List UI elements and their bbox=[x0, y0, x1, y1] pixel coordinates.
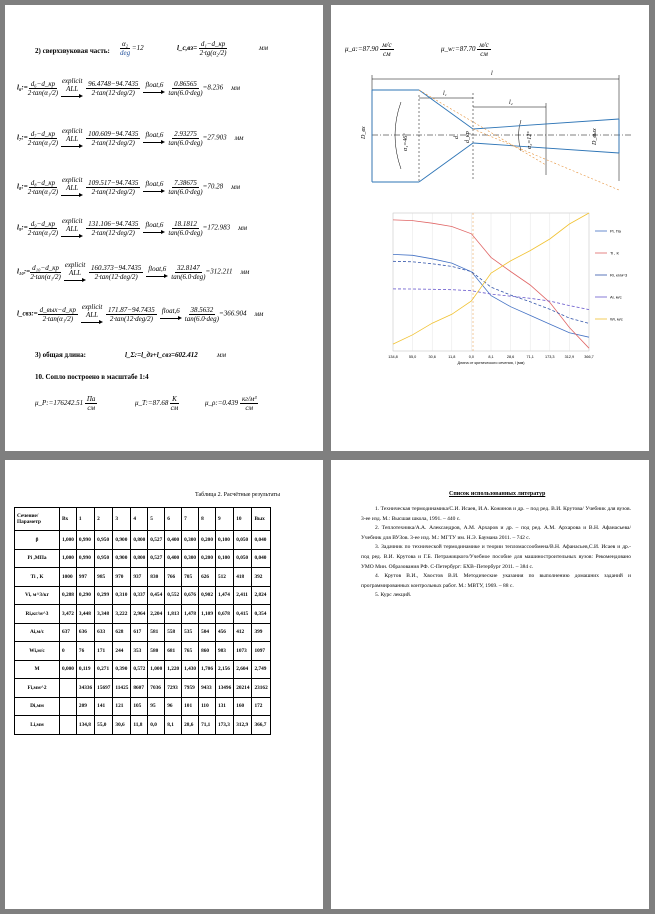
x-tick-label: 366,7 bbox=[584, 355, 594, 359]
table-cell: 0,0 bbox=[148, 716, 165, 735]
float-operator: float,6 bbox=[146, 265, 168, 279]
scale-factor: μ_w:=87.70 $\frac{м/с}{см}$ bbox=[441, 41, 489, 58]
formula-result-fraction: $\frac{0.86565}{\text{tan(6.0·deg)}}$ bbox=[168, 79, 203, 97]
table-header-cell: 3 bbox=[113, 508, 131, 531]
table-cell: 0,337 bbox=[131, 586, 148, 605]
formula-values: $\frac{100.609-94.7435}{\text{2·tan(12·deg/2)}}$ bbox=[88, 129, 139, 147]
float-operator: float,6 bbox=[160, 307, 182, 321]
svg-text:l: l bbox=[491, 71, 493, 77]
legend-entry: Ai, м/с bbox=[610, 294, 622, 300]
table-cell: 3,448 bbox=[76, 605, 94, 624]
svg-text:d_кр: d_кр bbox=[465, 131, 471, 143]
table-cell: 2,156 bbox=[215, 660, 233, 679]
table-cell: 830 bbox=[148, 568, 165, 587]
table-cell: 1,220 bbox=[165, 660, 182, 679]
table-cell: 1,706 bbox=[199, 660, 216, 679]
x-tick-label: 8,1 bbox=[488, 355, 494, 359]
table-cell: 1,000 bbox=[60, 531, 77, 550]
page-1 bbox=[5, 5, 323, 451]
legend-entry: Ti , К bbox=[610, 250, 619, 256]
table-cell: 0,050 bbox=[234, 531, 252, 550]
table-cell: 8,1 bbox=[165, 716, 182, 735]
table-cell: 0,990 bbox=[76, 531, 94, 550]
formula-row bbox=[17, 77, 240, 99]
table-cell: 580 bbox=[148, 642, 165, 661]
table-cell: 0,290 bbox=[76, 586, 94, 605]
table-cell: 1,430 bbox=[182, 660, 199, 679]
table-cell: 0,040 bbox=[252, 531, 270, 550]
table-cell: 0,310 bbox=[113, 586, 131, 605]
table-cell: 2,411 bbox=[234, 586, 252, 605]
row-label-cell: Wi,м/с bbox=[15, 642, 60, 661]
formula-fraction: $\frac{\text{d₆−d\_кр}}{\text{2·tan(α₁/2)}}$ bbox=[27, 79, 59, 97]
table-cell: 1,000 bbox=[148, 660, 165, 679]
table-cell: 160 bbox=[234, 697, 252, 716]
table-cell: 0,800 bbox=[131, 549, 148, 568]
formula-lhs: l₁₀:= bbox=[17, 267, 31, 276]
x-tick-label: 0,0 bbox=[468, 355, 475, 359]
formula-unit: мм bbox=[238, 223, 248, 232]
table-cell: 23162 bbox=[252, 679, 270, 698]
table-header-cell: Сечение/ Параметр bbox=[15, 508, 60, 531]
formula-unit: мм bbox=[231, 83, 241, 92]
formula-result: =8.236 bbox=[202, 83, 224, 92]
formula-result-fraction: $\frac{18.1812}{\text{tan(6.0·deg)}}$ bbox=[168, 219, 203, 237]
explicit-operator: explicit ALL bbox=[61, 217, 83, 239]
table-cell: 0,050 bbox=[234, 549, 252, 568]
table-cell: 353 bbox=[131, 642, 148, 661]
explicit-operator: explicit ALL bbox=[64, 261, 86, 283]
table-cell: 985 bbox=[95, 568, 113, 587]
table-row bbox=[15, 586, 271, 605]
table-cell: 0,000 bbox=[60, 660, 77, 679]
table-cell: 0,299 bbox=[95, 586, 113, 605]
table-cell: 399 bbox=[252, 623, 270, 642]
reference-item: 1. Техническая термодинамика/С.И. Исаев, И.А. Кожинов и др. – под ред. В.И. Крутова/ Учебник для вузов. 3-ее изд. М.: Высшая школа, 1991. – 440 с. bbox=[361, 506, 631, 522]
x-tick-label: 28,6 bbox=[506, 355, 515, 359]
table-cell: 0,400 bbox=[165, 549, 182, 568]
x-tick-label: 312,9 bbox=[564, 355, 575, 359]
table-cell: 0,950 bbox=[95, 531, 113, 550]
explicit-operator: explicit ALL bbox=[61, 77, 83, 99]
table-row bbox=[15, 568, 271, 587]
formula-lhs: l₈:= bbox=[17, 182, 28, 191]
table-cell: 766 bbox=[165, 568, 182, 587]
svg-text:D_вых: D_вых bbox=[592, 128, 598, 145]
references-title: Список использованных литератур bbox=[449, 491, 546, 497]
table-row bbox=[15, 531, 271, 550]
table-cell: 504 bbox=[199, 623, 216, 642]
table-cell: 105 bbox=[131, 697, 148, 716]
formula-result-fraction: $\frac{32.8147}{\text{tan(6.0·deg)}}$ bbox=[171, 263, 206, 281]
table-cell: 0,950 bbox=[95, 549, 113, 568]
table-cell: 860 bbox=[199, 642, 216, 661]
table-cell: 209 bbox=[76, 697, 94, 716]
formula-values: $\frac{109.517-94.7435}{\text{2·tan(12·deg/2)}}$ bbox=[88, 178, 139, 196]
page-3 bbox=[5, 460, 323, 909]
table-cell: 2,604 bbox=[234, 660, 252, 679]
scale-factor: μ_P:=176242.51 $\frac{Па}{см}$ bbox=[35, 395, 96, 412]
table-cell: 0,288 bbox=[60, 586, 77, 605]
row-label-cell: Pi ,МПа bbox=[15, 549, 60, 568]
table-cell: 0,527 bbox=[148, 531, 165, 550]
x-axis-label: Длина от критического сечения, l (мм) bbox=[457, 361, 525, 365]
table-cell: 1097 bbox=[252, 642, 270, 661]
reference-item: 3. Задачник по технической термодинамике и теории тепломассообмена/В.Н. Афанасьев,С.И. Исаев и др.- под ред. В.И. Крутова и Г.Б. Петражицкого/Учебное пособие для машиностроительных вузов: Рекомендовано УМО Мин. Образования РФ. С-Петербург: БХВ–Петербург 2011. – 384 с. bbox=[361, 544, 631, 570]
table-header-cell: 6 bbox=[165, 508, 182, 531]
table-cell: 0,300 bbox=[182, 531, 199, 550]
table-cell: 28,6 bbox=[182, 716, 199, 735]
explicit-operator: explicit ALL bbox=[61, 176, 83, 198]
table-cell: 8607 bbox=[131, 679, 148, 698]
table-cell: 512 bbox=[215, 568, 233, 587]
x-tick-label: 173,3 bbox=[545, 355, 555, 359]
table-cell: 0,100 bbox=[215, 531, 233, 550]
formula-result-fraction: $\frac{38.5632}{\text{tan(6.0·deg)}}$ bbox=[184, 305, 219, 323]
formula-values: $\frac{131.106-94.7435}{\text{2·tan(12·deg/2)}}$ bbox=[88, 219, 139, 237]
table-cell: 0 bbox=[60, 642, 77, 661]
formula-unit: мм bbox=[240, 267, 250, 276]
alpha-fraction: $\frac{\text{α₂}}{\text{deg}}$ =12 bbox=[120, 40, 144, 57]
table-cell: 7036 bbox=[148, 679, 165, 698]
table-header-cell: 9 bbox=[215, 508, 233, 531]
reference-item: 4. Крутов В.И., Хвостов В.И. Методические указания по выполнению домашних заданий и программированных контрольных работ. М.: МВТУ, 1969. – 88 с. bbox=[361, 573, 631, 589]
legend-entry: Pi, Па bbox=[610, 228, 621, 234]
table-cell: 1000 bbox=[60, 568, 77, 587]
table-cell bbox=[60, 679, 77, 698]
row-label-cell: M bbox=[15, 660, 60, 679]
table-cell: 535 bbox=[182, 623, 199, 642]
table-cell: 0,572 bbox=[131, 660, 148, 679]
table-cell: 30,6 bbox=[113, 716, 131, 735]
table-row bbox=[15, 679, 271, 698]
table-cell: 0,354 bbox=[252, 605, 270, 624]
table-cell: 705 bbox=[182, 568, 199, 587]
table-cell: 96 bbox=[165, 697, 182, 716]
table-cell: 2,204 bbox=[148, 605, 165, 624]
table-cell: 3,472 bbox=[60, 605, 77, 624]
table-cell: 0,390 bbox=[113, 660, 131, 679]
table-cell: 131 bbox=[215, 697, 233, 716]
table-cell: 1,478 bbox=[182, 605, 199, 624]
table-cell: 0,271 bbox=[95, 660, 113, 679]
table-cell: 0,400 bbox=[165, 531, 182, 550]
table-cell: 1,474 bbox=[215, 586, 233, 605]
results-table bbox=[14, 507, 271, 735]
parameters-chart bbox=[331, 201, 649, 365]
table-cell: 173,3 bbox=[215, 716, 233, 735]
table-cell: 0,902 bbox=[199, 586, 216, 605]
formula-lhs: l₇:= bbox=[17, 133, 28, 142]
formula-row bbox=[17, 176, 240, 198]
table-cell: 101 bbox=[182, 697, 199, 716]
row-label-cell: Fi,мм^2 bbox=[15, 679, 60, 698]
table-cell: 2,749 bbox=[252, 660, 270, 679]
formula-result: =27.903 bbox=[202, 133, 227, 142]
formula-lhs: l₉:= bbox=[17, 223, 28, 232]
explicit-operator: explicit ALL bbox=[81, 303, 103, 325]
table-cell: 1,813 bbox=[165, 605, 182, 624]
table-cell: 3,348 bbox=[95, 605, 113, 624]
table-cell: 0,900 bbox=[113, 549, 131, 568]
table-header-cell: 10 bbox=[234, 508, 252, 531]
table-cell: 121 bbox=[113, 697, 131, 716]
row-label-cell: Ti , К bbox=[15, 568, 60, 587]
row-label-cell: Ai,м/с bbox=[15, 623, 60, 642]
table-cell: 71,1 bbox=[199, 716, 216, 735]
table-cell: 997 bbox=[76, 568, 94, 587]
nozzle-drawing bbox=[331, 65, 649, 195]
formula-values: $\frac{96.4748-94.7435}{\text{2·tan(12·deg/2)}}$ bbox=[88, 79, 139, 97]
table-cell: 3,222 bbox=[113, 605, 131, 624]
table-row bbox=[15, 549, 271, 568]
svg-text:d: d bbox=[454, 136, 460, 139]
table-cell: 171 bbox=[95, 642, 113, 661]
svg-text:l₂: l₂ bbox=[509, 100, 513, 106]
formula-result-fraction: $\frac{2.93275}{\text{tan(6.0·deg)}}$ bbox=[168, 129, 203, 147]
table-row bbox=[15, 642, 271, 661]
table-cell: 626 bbox=[199, 568, 216, 587]
x-tick-label: 30,6 bbox=[428, 355, 436, 359]
formula-fraction: $\frac{\text{d₉−d\_кр}}{\text{2·tan(α₁/2)}}$ bbox=[27, 219, 59, 237]
formula-lhs: l₆:= bbox=[17, 83, 28, 92]
table-cell: 0,100 bbox=[215, 549, 233, 568]
table-cell: 0,676 bbox=[182, 586, 199, 605]
formula-lhs: l_свз:= bbox=[17, 309, 38, 318]
table-row bbox=[15, 697, 271, 716]
legend-entry: Wi, м/с bbox=[610, 316, 623, 322]
table-cell: 0,552 bbox=[165, 586, 182, 605]
table-cell: 418 bbox=[234, 568, 252, 587]
formula-row bbox=[17, 303, 263, 325]
row-label-cell: Vi, м^3/кг bbox=[15, 586, 60, 605]
total-length-expr: l_Σ:=l_дз+l_свз=602.412 bbox=[125, 351, 198, 359]
row-label-cell: Li,мм bbox=[15, 716, 60, 735]
table-cell: 1,109 bbox=[199, 605, 216, 624]
table-cell: 95 bbox=[148, 697, 165, 716]
formula-result: =172.983 bbox=[202, 223, 231, 232]
formula-unit: мм bbox=[254, 309, 264, 318]
table-cell: 0,990 bbox=[76, 549, 94, 568]
table-cell: 0,119 bbox=[76, 660, 94, 679]
table-row bbox=[15, 716, 271, 735]
table-cell: 134,8 bbox=[76, 716, 94, 735]
page-4 bbox=[331, 460, 649, 909]
svg-text:D_вх: D_вх bbox=[361, 126, 367, 139]
formula-row bbox=[17, 217, 247, 239]
table-cell: 76 bbox=[76, 642, 94, 661]
references-list bbox=[361, 505, 631, 601]
table-cell: 366,7 bbox=[252, 716, 270, 735]
table-cell: 110 bbox=[199, 697, 216, 716]
table-cell: 0,040 bbox=[252, 549, 270, 568]
table-cell: 55,0 bbox=[95, 716, 113, 735]
table-cell: 558 bbox=[165, 623, 182, 642]
table-cell: 244 bbox=[113, 642, 131, 661]
scale-factor: μ_a:=87.90 $\frac{м/с}{см}$ bbox=[345, 41, 392, 58]
table-cell: 456 bbox=[215, 623, 233, 642]
table-cell: 581 bbox=[148, 623, 165, 642]
table-cell: 11425 bbox=[113, 679, 131, 698]
table-cell: 983 bbox=[215, 642, 233, 661]
table-header-cell: 1 bbox=[76, 508, 94, 531]
table-cell: 15697 bbox=[95, 679, 113, 698]
float-operator: float,6 bbox=[143, 131, 165, 145]
row-label-cell: β bbox=[15, 531, 60, 550]
legend-entry: Ri, кг/м^3 bbox=[610, 272, 628, 278]
total-length-unit: мм bbox=[217, 351, 226, 359]
table-header-cell: 8 bbox=[199, 508, 216, 531]
scale-factor: μ_T:=87.68 $\frac{K}{см}$ bbox=[135, 395, 179, 412]
float-operator: float,6 bbox=[143, 221, 165, 235]
float-operator: float,6 bbox=[143, 81, 165, 95]
table-header-cell: 5 bbox=[148, 508, 165, 531]
formula-fraction: $\frac{\text{d₇−d\_кр}}{\text{2·tan(α₁/2)}}$ bbox=[27, 129, 59, 147]
table-cell: 0,415 bbox=[234, 605, 252, 624]
table-cell: 617 bbox=[131, 623, 148, 642]
table-cell: 937 bbox=[131, 568, 148, 587]
table-cell: 0,200 bbox=[199, 531, 216, 550]
table-cell: 1073 bbox=[234, 642, 252, 661]
x-tick-label: 134,8 bbox=[388, 355, 398, 359]
table-cell: 0,678 bbox=[215, 605, 233, 624]
total-length-label: 3) общая длина: bbox=[35, 351, 86, 359]
reference-item: 5. Курс лекций. bbox=[375, 592, 412, 599]
formula-fraction: $\frac{\text{d₈−d\_кр}}{\text{2·tan(α₁/2)}}$ bbox=[27, 178, 59, 196]
table-cell: 312,9 bbox=[234, 716, 252, 735]
table-cell bbox=[60, 697, 77, 716]
formula-row bbox=[17, 261, 249, 283]
x-tick-label: 11,8 bbox=[448, 355, 456, 359]
heading-10: 10. Сопло построено в масштабе 1:4 bbox=[35, 373, 149, 381]
table-cell: 0,800 bbox=[131, 531, 148, 550]
formula-result-fraction: $\frac{7.38675}{\text{tan(6.0·deg)}}$ bbox=[168, 178, 203, 196]
table-header-cell: 2 bbox=[95, 508, 113, 531]
table-cell: 2,824 bbox=[252, 586, 270, 605]
svg-text:l₁: l₁ bbox=[443, 91, 447, 97]
table-caption: Таблица 2. Расчётные результаты bbox=[195, 492, 280, 498]
table-cell: 0,527 bbox=[148, 549, 165, 568]
table-cell: 13496 bbox=[215, 679, 233, 698]
svg-text:α₂=12°: α₂=12° bbox=[527, 131, 533, 149]
table-cell: 633 bbox=[95, 623, 113, 642]
table-cell: 7959 bbox=[182, 679, 199, 698]
table-cell: 7293 bbox=[165, 679, 182, 698]
table-header-cell: Вых bbox=[252, 508, 270, 531]
table-cell: 637 bbox=[60, 623, 77, 642]
table-row bbox=[15, 660, 271, 679]
scale-factor: μ_ρ:=0.439 $\frac{\text{кг/м³}}{см}$ bbox=[205, 395, 257, 412]
table-cell: 20214 bbox=[234, 679, 252, 698]
table-cell: 0,200 bbox=[199, 549, 216, 568]
table-cell: 628 bbox=[113, 623, 131, 642]
section-2-label: 2) сверхзвуковая часть: bbox=[35, 47, 110, 55]
table-cell: 0,900 bbox=[113, 531, 131, 550]
page-2 bbox=[331, 5, 649, 451]
table-cell: 141 bbox=[95, 697, 113, 716]
table-header-cell: 7 bbox=[182, 508, 199, 531]
table-cell: 765 bbox=[182, 642, 199, 661]
table-header-cell: 4 bbox=[131, 508, 148, 531]
table-cell: 2,964 bbox=[131, 605, 148, 624]
explicit-operator: explicit ALL bbox=[61, 127, 83, 149]
table-cell: 392 bbox=[252, 568, 270, 587]
table-cell: 172 bbox=[252, 697, 270, 716]
svg-text:α₁=46°: α₁=46° bbox=[403, 133, 409, 151]
x-tick-label: 55,0 bbox=[408, 355, 417, 359]
formula-unit: мм bbox=[234, 133, 244, 142]
formula-values: $\frac{160.373-94.7435}{\text{2·tan(12·deg/2)}}$ bbox=[91, 263, 142, 281]
table-cell: 1,000 bbox=[60, 549, 77, 568]
formula-result: =312.211 bbox=[205, 267, 233, 276]
reference-item: 2. Теплотехника/А.А. Александров, А.М. Архаров и др. – под ред. А.М. Архарова и В.Н. Афанасьева/Учебник для ВУЗов. 3-ее изд. М.: МГТУ им. Н.Э. Баумана 2011. – 742 с. bbox=[361, 525, 631, 541]
table-cell: 412 bbox=[234, 623, 252, 642]
table-cell: 34336 bbox=[76, 679, 94, 698]
formula-values: $\frac{171.87-94.7435}{\text{2·tan(12·deg/2)}}$ bbox=[108, 305, 155, 323]
table-header-cell: Вх bbox=[60, 508, 77, 531]
table-cell bbox=[60, 716, 77, 735]
table-row bbox=[15, 605, 271, 624]
formula-unit: мм bbox=[231, 182, 241, 191]
row-label-cell: Di,мм bbox=[15, 697, 60, 716]
formula-fraction: $\frac{\text{d\_вых−d\_кр}}{\text{2·tan(α₁/2)}}$ bbox=[39, 305, 77, 323]
float-operator: float,6 bbox=[143, 180, 165, 194]
table-cell: 0,300 bbox=[182, 549, 199, 568]
l-sv-definition: l_c,вз= $\frac{\text{d₁−d\_кр}}{\text{2·tg(α₂/2)}}$ мм bbox=[177, 40, 268, 57]
formula-result: =70.28 bbox=[202, 182, 224, 191]
table-cell: 9433 bbox=[199, 679, 216, 698]
formula-result: =366.904 bbox=[218, 309, 247, 318]
table-row bbox=[15, 623, 271, 642]
x-tick-label: 71,1 bbox=[526, 355, 534, 359]
table-cell: 11,8 bbox=[131, 716, 148, 735]
table-cell: 0,454 bbox=[148, 586, 165, 605]
table-cell: 681 bbox=[165, 642, 182, 661]
table-cell: 636 bbox=[76, 623, 94, 642]
formula-fraction: $\frac{\text{d₁₀−d\_кр}}{\text{2·tan(α₁/2)}}$ bbox=[30, 263, 61, 281]
formula-row bbox=[17, 127, 244, 149]
row-label-cell: Ri,кг/м^3 bbox=[15, 605, 60, 624]
table-cell: 970 bbox=[113, 568, 131, 587]
